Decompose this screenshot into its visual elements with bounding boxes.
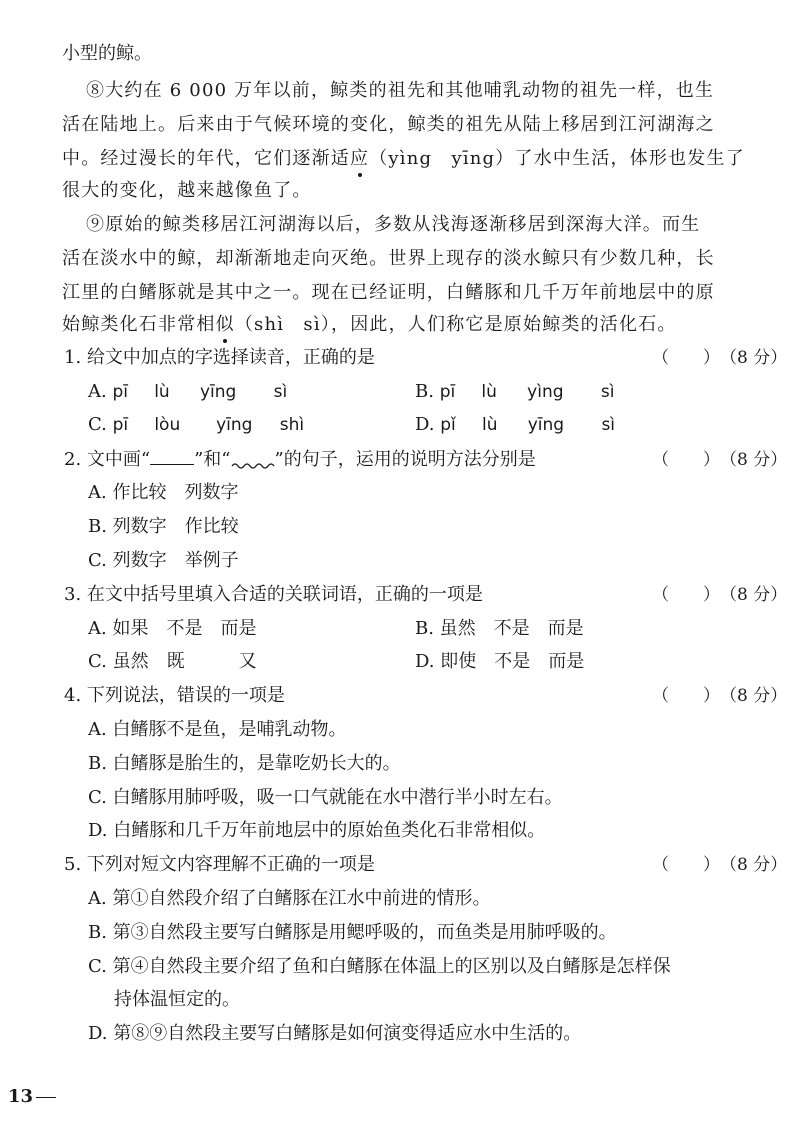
paragraph-9-line-4-a: 始鲸类化石非常相 <box>62 314 216 335</box>
question-5-option-b: B. 第③自然段主要写白鳍豚是用鳃呼吸的，而鱼类是用肺呼吸的。 <box>88 922 617 943</box>
option-label: C. <box>88 414 107 435</box>
pinyin: lòu <box>154 415 181 435</box>
option-label: A. <box>88 381 107 402</box>
paragraph-9-line-1: ⑨原始的鲸类移居江河湖海以后，多数从浅海逐渐移居到深海大洋。而生 <box>86 214 701 235</box>
question-5-stem: 5. 下列对短文内容理解不正确的一项是 <box>64 854 375 875</box>
paragraph-9-line-3: 江里的白鳍豚就是其中之一。现在已经证明，白鳍豚和几千万年前地层中的原 <box>62 282 715 303</box>
score-label: （8 分） <box>720 585 788 605</box>
option-label: D. <box>415 414 435 435</box>
straight-underline-mark <box>150 450 194 465</box>
question-5-option-d: D. 第⑧⑨自然段主要写白鳍豚是如何演变得适应水中生活的。 <box>88 1023 582 1044</box>
question-5-option-a: A. 第①自然段介绍了白鳍豚在江水中前进的情形。 <box>88 888 491 909</box>
pinyin: sì <box>601 415 616 435</box>
question-3-stem: 3. 在文中括号里填入合适的关联词语，正确的一项是 <box>64 584 483 605</box>
answer-parentheses: （ ） <box>652 686 720 706</box>
pinyin: yīng <box>199 382 237 402</box>
pinyin: lù <box>154 382 170 402</box>
question-1-option-d <box>415 413 615 437</box>
question-3-option-b: B. 虽然 不是 而是 <box>415 618 584 639</box>
question-4-option-a: A. 白鳍豚不是鱼，是哺乳动物。 <box>88 719 347 740</box>
paragraph-9-line-4 <box>62 313 677 337</box>
answer-parentheses: （ ） <box>652 585 720 605</box>
pinyin: pī <box>112 415 129 435</box>
paragraph-8-line-2: 活在陆地上。后来由于气候环境的变化，鲸类的祖先从陆上移居到江河湖海之 <box>62 114 715 135</box>
question-5-option-c-line-1: C. 第④自然段主要介绍了鱼和白鳍豚在体温上的区别以及白鳍豚是怎样保 <box>88 956 671 977</box>
question-1-answer-slot[interactable] <box>652 346 787 370</box>
question-2-option-a: A. 作比较 列数字 <box>88 482 239 503</box>
dotted-character-ying: 应 <box>350 148 370 169</box>
question-5-answer-slot[interactable] <box>652 853 787 877</box>
question-4-option-d: D. 白鳍豚和几千万年前地层中的原始鱼类化石非常相似。 <box>88 820 546 841</box>
answer-parentheses: （ ） <box>652 855 720 875</box>
pinyin: pǐ <box>440 415 456 435</box>
pinyin: lù <box>481 382 497 402</box>
score-label: （8 分） <box>720 686 788 706</box>
pinyin: sì <box>600 382 615 402</box>
dotted-character-si: 似 <box>215 314 235 335</box>
pinyin: pī <box>439 382 456 402</box>
question-1-option-c <box>88 413 304 437</box>
question-2-stem-c: ”的句子，运用的说明方法分别是 <box>274 449 536 470</box>
question-1-option-b <box>415 380 614 404</box>
pinyin: lù <box>481 415 498 435</box>
pinyin: sì <box>273 382 288 402</box>
question-3-answer-slot[interactable] <box>652 583 787 607</box>
question-5-option-c-line-2: 持体温恒定的。 <box>114 989 240 1010</box>
question-4-answer-slot[interactable] <box>652 684 787 708</box>
paragraph-8-line-3-b: （yìng yīng）了水中生活，体形也发生了 <box>369 148 745 169</box>
question-2-stem <box>64 448 536 472</box>
paragraph-8-line-3-a: 中。经过漫长的年代，它们逐渐适 <box>62 148 350 169</box>
question-1-stem: 1. 给文中加点的字选择读音，正确的是 <box>64 347 375 368</box>
paragraph-8-line-3 <box>62 147 745 171</box>
question-2-stem-b: ”和“ <box>194 449 231 470</box>
page-number: 13 <box>8 1086 34 1107</box>
question-2-option-c: C. 列数字 举例子 <box>88 550 239 571</box>
question-2-option-b: B. 列数字 作比较 <box>88 516 239 537</box>
question-4-option-c: C. 白鳍豚用肺呼吸，吸一口气就能在水中潜行半小时左右。 <box>88 787 563 808</box>
question-4-stem: 4. 下列说法，错误的一项是 <box>64 685 285 706</box>
question-2-answer-slot[interactable] <box>652 448 787 472</box>
paragraph-8-line-1: ⑧大约在 6 000 万年以前，鲸类的祖先和其他哺乳动物的祖先一样，也生 <box>86 80 715 101</box>
answer-parentheses: （ ） <box>652 348 720 368</box>
paragraph-9-line-4-b: （shì sì），因此，人们称它是原始鲸类的活化石。 <box>234 314 677 335</box>
question-3-option-d: D. 即使 不是 而是 <box>415 651 585 672</box>
pinyin: shì <box>279 415 305 435</box>
pinyin: pī <box>112 382 128 402</box>
passage-line-0: 小型的鲸。 <box>62 43 152 64</box>
question-3-option-c: C. 虽然 既 又 <box>88 651 257 672</box>
paragraph-8-line-4: 很大的变化，越来越像鱼了。 <box>62 180 312 201</box>
pinyin: yìng <box>527 382 564 402</box>
question-4-option-b: B. 白鳍豚是胎生的，是靠吃奶长大的。 <box>88 753 401 774</box>
footer-dash-rule <box>36 1097 56 1098</box>
score-label: （8 分） <box>720 855 788 875</box>
question-2-stem-a: 2. 文中画“ <box>64 449 151 470</box>
score-label: （8 分） <box>720 348 788 368</box>
wavy-underline-mark <box>231 451 275 465</box>
paragraph-9-line-2: 活在淡水中的鲸，却渐渐地走向灭绝。世界上现存的淡水鲸只有少数几种，长 <box>62 248 715 269</box>
score-label: （8 分） <box>720 450 788 470</box>
question-1-option-a <box>88 380 287 404</box>
answer-parentheses: （ ） <box>652 450 720 470</box>
pinyin: yīng <box>527 415 565 435</box>
pinyin: yīng <box>216 415 253 435</box>
option-label: B. <box>415 381 434 402</box>
question-3-option-a: A. 如果 不是 而是 <box>88 618 257 639</box>
